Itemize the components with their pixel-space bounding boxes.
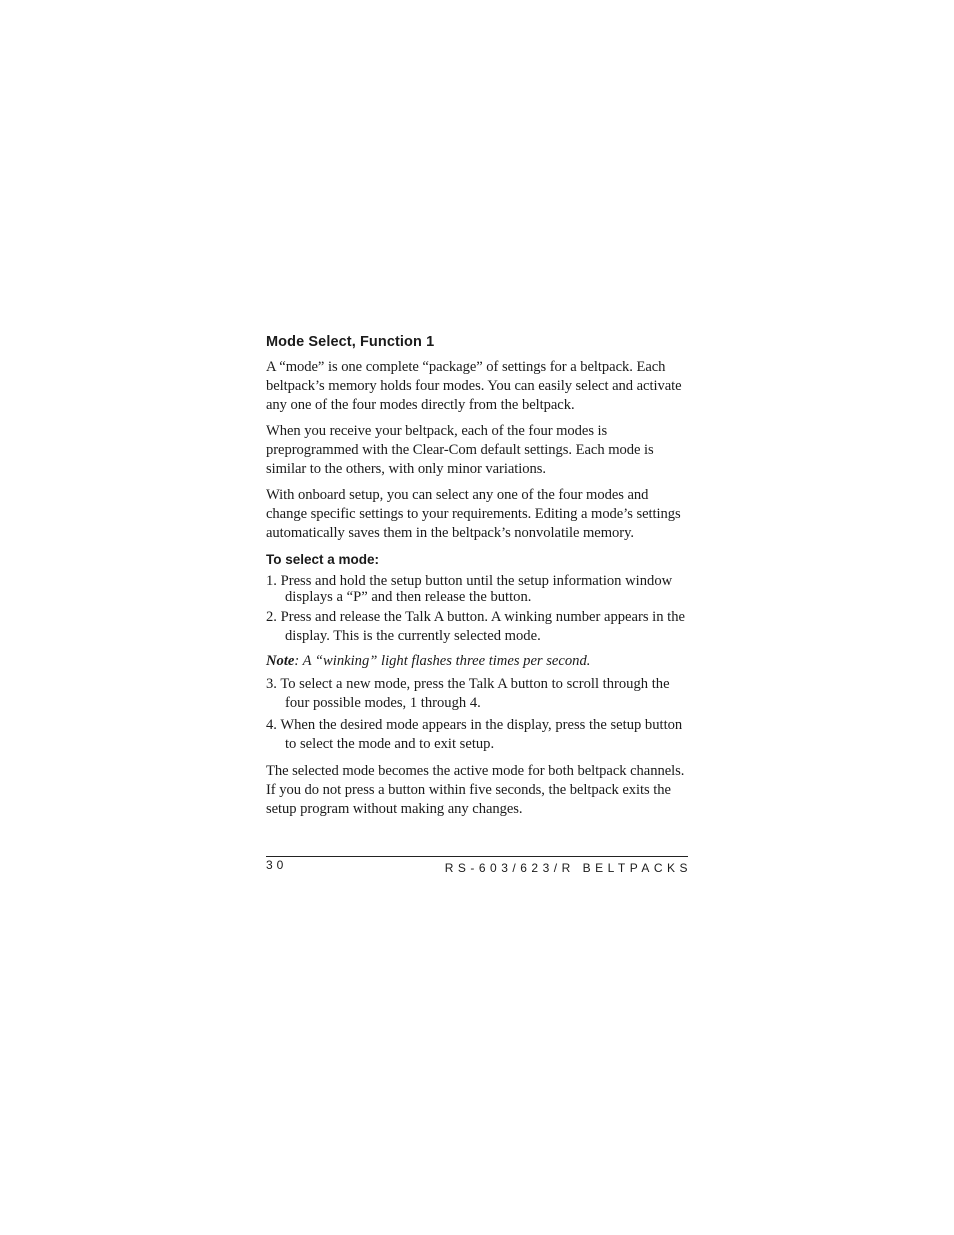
closing-paragraph: The selected mode becomes the active mode for both beltpack channels. If you do not press a button within five seconds, the beltpack exits the setup program without making any changes.	[266, 763, 685, 817]
intro-paragraph: A “mode” is one complete “package” of settings for a beltpack. Each beltpack’s memory holds four modes. You can easily select and activate any one of the four modes directly from the beltpack.	[266, 359, 682, 413]
page-footer	[266, 856, 692, 881]
step-1: 1. Press and hold the setup button until the setup information window displays a “P” and then release the button.	[266, 573, 673, 605]
procedure-heading: To select a mode:	[266, 552, 380, 567]
step-4: 4. When the desired mode appears in the display, press the setup button to select the mode and to exit setup.	[266, 717, 683, 752]
page-content	[266, 331, 688, 826]
note-text: : A “winking” light flashes three times per second.	[294, 653, 591, 669]
onboard-setup-paragraph: With onboard setup, you can select any one of the four modes and change specific settings to your requirements. Editing a mode’s settings automatically saves them in the beltpack’s nonvolatile memory.	[266, 487, 681, 541]
step-3: 3. To select a new mode, press the Talk A button to scroll through the four possible modes, 1 through 4.	[266, 676, 670, 711]
step-2: 2. Press and release the Talk A button. A winking number appears in the display. This is the currently selected mode.	[266, 609, 686, 644]
note	[266, 652, 688, 671]
running-title: RS-603/623/R BELTPACKS	[444, 861, 692, 875]
note-label: Note	[266, 653, 295, 669]
page-number: 30	[266, 858, 288, 872]
defaults-paragraph: When you receive your beltpack, each of the four modes is preprogrammed with the Clear-Com default settings. Each mode is similar to the others, with only minor variations.	[266, 423, 654, 477]
section-heading: Mode Select, Function 1	[266, 334, 435, 350]
